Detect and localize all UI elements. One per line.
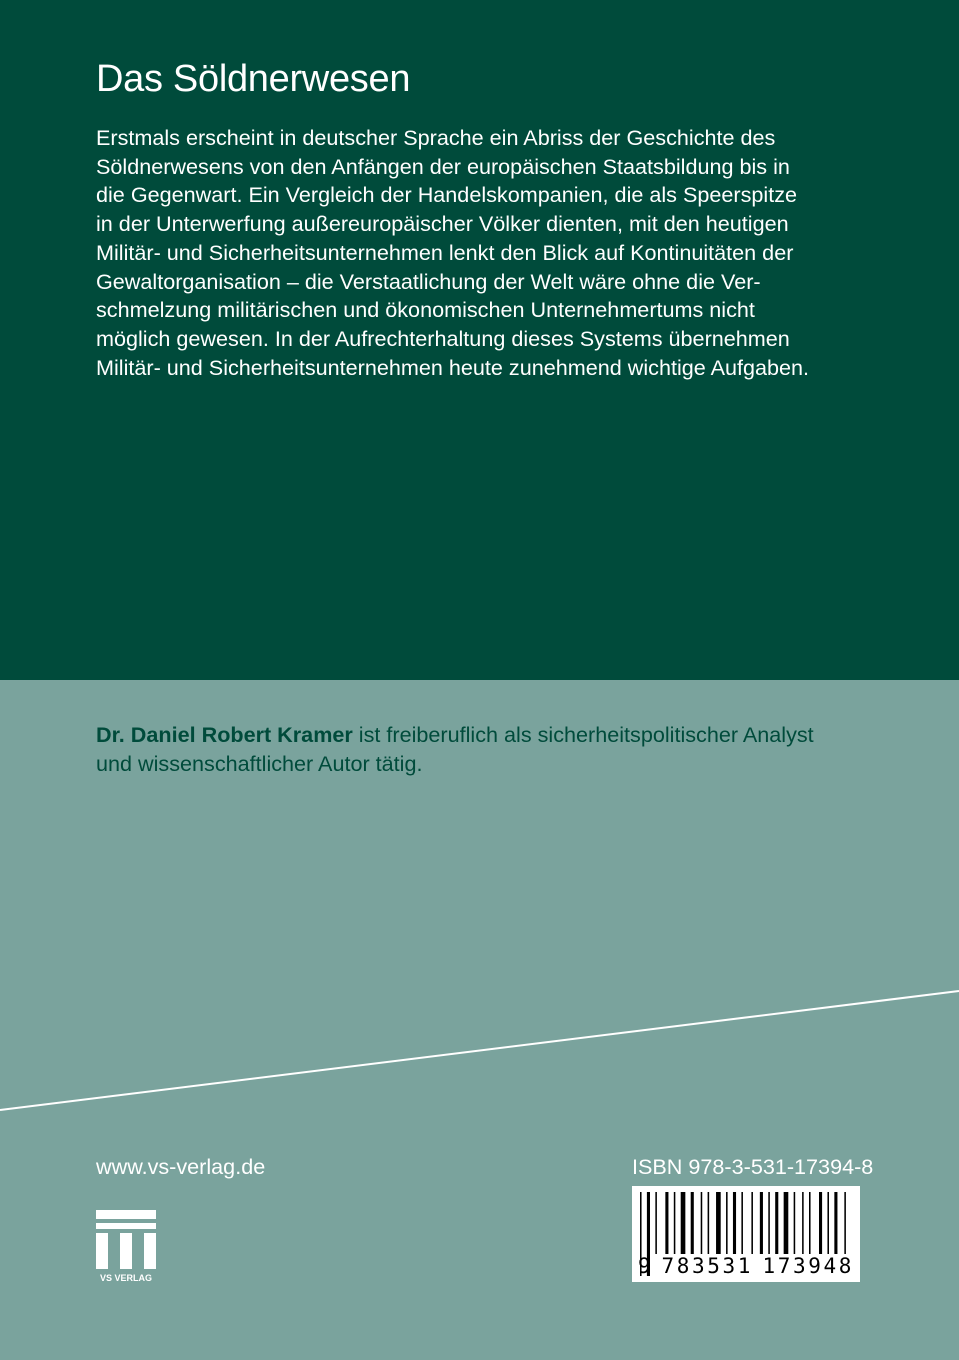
diagonal-divider-line	[0, 985, 959, 1115]
barcode-bar	[751, 1192, 753, 1254]
barcode-bar	[827, 1192, 829, 1254]
logo-text: VS VERLAG	[99, 1273, 153, 1283]
barcode-bar	[701, 1192, 703, 1254]
barcode	[632, 1186, 860, 1282]
barcode-bar	[708, 1192, 710, 1254]
barcode-bar	[726, 1192, 728, 1254]
barcode-bar	[834, 1192, 837, 1254]
publisher-url[interactable]: www.vs-verlag.de	[96, 1154, 266, 1179]
barcode-digits-left: 783531	[661, 1254, 753, 1278]
barcode-digits-right: 173948	[762, 1254, 854, 1278]
isbn-label: ISBN 978-3-531-17394-8	[632, 1154, 874, 1179]
book-blurb	[96, 124, 876, 382]
barcode-bar	[665, 1192, 668, 1254]
vs-verlag-logo-icon	[96, 1210, 158, 1284]
blurb-line: in der Unterwerfung außereuropäischer Völker dienten, mit den heutigen	[96, 211, 789, 237]
barcode-bar	[775, 1192, 778, 1254]
barcode-bar	[784, 1192, 789, 1254]
barcode-bar	[716, 1192, 721, 1254]
blurb-line: schmelzung militärischen und ökonomischen Unternehmertums nicht	[96, 297, 755, 323]
blurb-line: Militär- und Sicherheitsunternehmen heute zunehmend wichtige Aufgaben.	[96, 354, 810, 380]
barcode-bar	[760, 1192, 763, 1254]
book-title: Das Söldnerwesen	[96, 58, 411, 100]
barcode-bar	[733, 1192, 736, 1254]
author-bio-text: ist freiberuflich als sicherheitspolitischer Analyst	[352, 722, 814, 747]
author-bio-line	[96, 720, 886, 749]
barcode-bar	[768, 1192, 770, 1254]
barcode-bar	[794, 1192, 796, 1254]
author-bio	[96, 720, 886, 778]
barcode-digits	[632, 1254, 860, 1280]
barcode-bar	[691, 1192, 694, 1254]
blurb-line: Gewaltorganisation – die Verstaatlichung der Welt wäre ohne die Ver-	[96, 268, 761, 294]
blurb-line: die Gegenwart. Ein Vergleich der Handelskompanien, die als Speerspitze	[96, 182, 798, 208]
blurb-line: Erstmals erscheint in deutscher Sprache ein Abriss der Geschichte des	[96, 125, 776, 150]
barcode-bar	[819, 1192, 822, 1254]
barcode-bar	[655, 1192, 657, 1254]
barcode-digit-first: 9	[638, 1254, 651, 1278]
author-name: Dr. Daniel Robert Kramer	[96, 722, 353, 747]
barcode-bar	[802, 1192, 804, 1254]
barcode-bar	[681, 1192, 686, 1254]
barcode-bar	[844, 1192, 846, 1254]
blurb-line: Söldnerwesens von den Anfängen der europäischen Staatsbildung bis in	[96, 153, 790, 179]
blurb-line: möglich gewesen. In der Aufrechterhaltung dieses Systems übernehmen	[96, 325, 790, 351]
barcode-bar	[741, 1192, 743, 1254]
author-bio-line: und wissenschaftlicher Autor tätig.	[96, 751, 423, 776]
barcode-bar	[809, 1192, 811, 1254]
barcode-bar	[674, 1192, 676, 1254]
blurb-line: Militär- und Sicherheitsunternehmen lenkt den Blick auf Kontinuitäten der	[96, 239, 794, 265]
